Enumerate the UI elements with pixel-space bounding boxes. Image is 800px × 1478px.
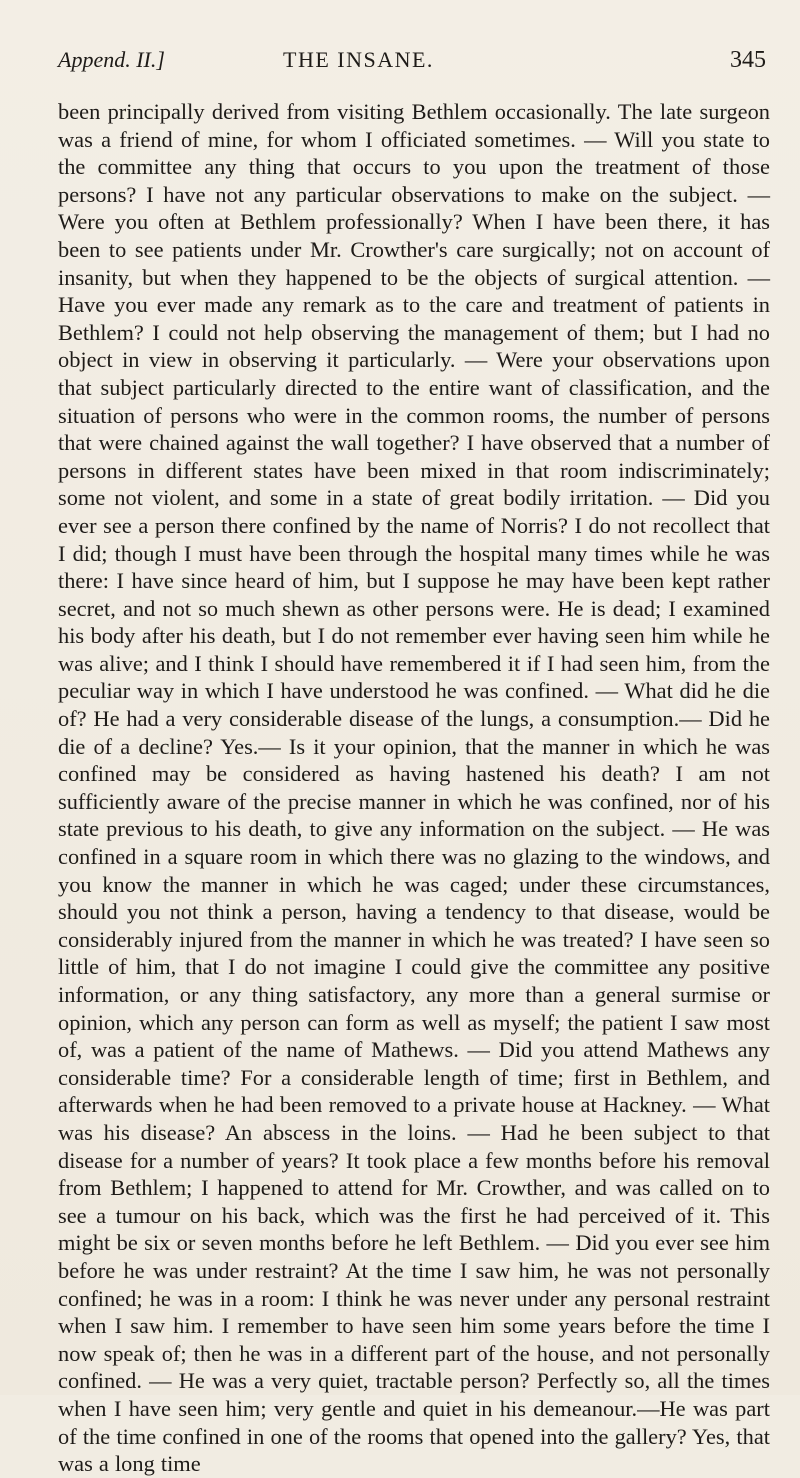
paragraph: been principally derived from visiting Bethlem occasionally. The late surgeon was a friend of mine, for whom I officiated sometimes. — Will you state to the committee any thing that occurs to you upon the treatment of those persons? I have not any particular observations to make on the subject. — Were you often at Bethlem professionally? When I have been there, it has been to see patients under Mr. Crowther's care surgically; not on account of insanity, but when they happened to be the objects of surgical attention. — Have you ever made any remark as to the care and treatment of patients in Bethlem? I could not help observing the management of them; but I had no object in view in observing it particularly. — Were your observations upon that subject particularly directed to the entire want of classification, and the situation of persons who were in the common rooms, the number of persons that were chained against the wall together? I have observed that a number of persons in different states have been mixed in that room indiscriminately; some not violent, and some in a state of great bodily irritation. — Did you ever see a person there confined by the name of Norris? I do not recollect that I did; though I must have been through the hospital many times while he was there: I have since heard of him, but I suppose he may have been kept rather secret, and not so much shewn as other persons were. He is dead; I examined his body after his death, but I do not remember ever having seen him while he was alive; and I think I should have remembered it if I had seen him, from the peculiar way in which I have understood he was confined. — What did he die of? He had a very considerable disease of the lungs, a consumption.— Did he die of a decline? Yes.— Is it your opinion, that the manner in which he was confined may be considered as having hastened his death? I am not sufficiently aware of the precise manner in which he was confined, nor of his state previous to his death, to give any information on the subject. — He was confined in a square room in which there was no glazing to the windows, and you know the manner in which he was caged; under these circumstances, should you not think a person, having a tendency to that disease, would be considerably injured from the manner in which he was treated? I have seen so little of him, that I do not imagine I could give the committee any positive information, or any thing satisfactory, any more than a general surmise or opinion, which any person can form as well as myself; the patient I saw most of, was a patient of the name of Mathews. — Did you attend Mathews any considerable time? For a considerable length of time; first in Bethlem, and afterwards when he had been removed to a private house at Hackney. — What was his disease? An abscess in the loins. — Had he been subject to that disease for a number of years? It took place a few months before his removal from Bethlem; I happened to attend for Mr. Crowther, and was called on to see a tumour on his back, which was the first he had perceived of it. This might be six or seven months before he left Bethlem. — Did you ever see him before he was under restraint? At the time I saw him, he was not personally confined; he was in a room: I think he was never under any personal restraint when I saw him. I remember to have seen him some years before the time I now speak of; then he was in a different part of the house, and not personally confined. — He was a very quiet, tractable person? Perfectly so, all the times when I have seen him; very gentle and quiet in his demeanour.—He was part of the time confined in one of the rooms that opened into the gallery? Yes, that was a long time	[58, 99, 770, 1477]
running-header	[58, 40, 766, 80]
running-title: THE INSANE.	[283, 47, 434, 72]
body-text	[58, 98, 770, 1478]
section-reference: Append. II.]	[58, 47, 165, 72]
page-number: 345	[730, 47, 766, 73]
